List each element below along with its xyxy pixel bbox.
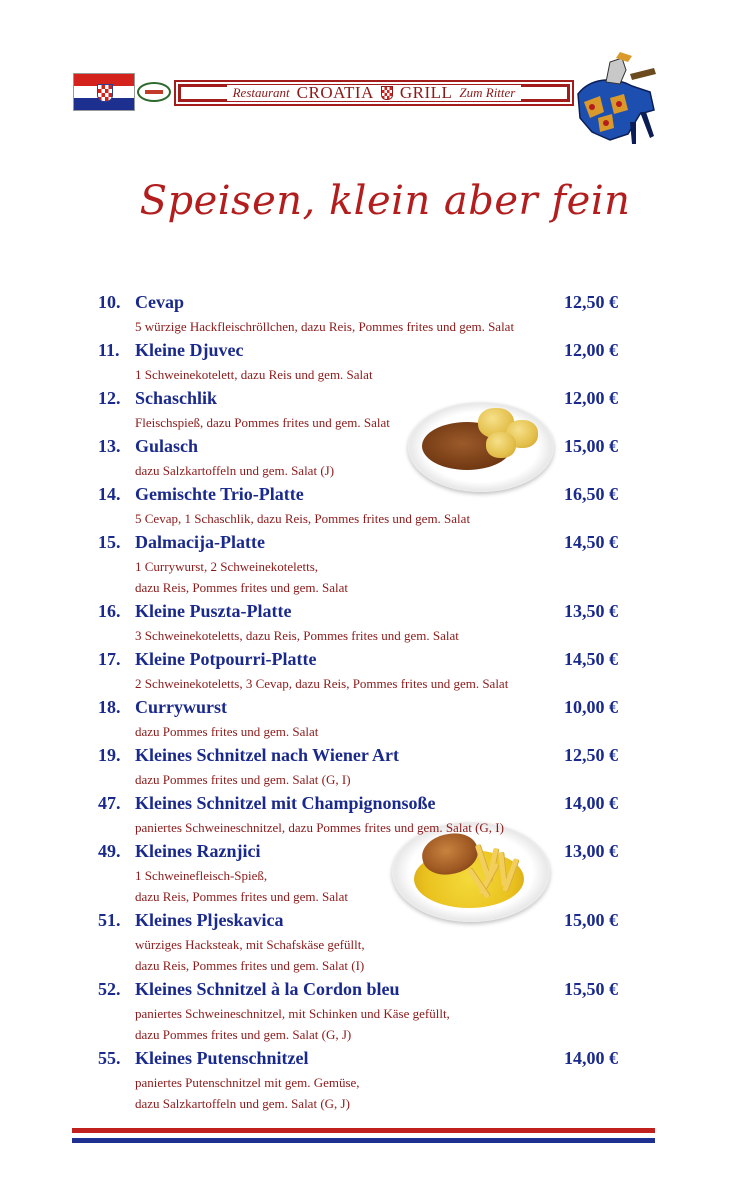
menu-item-name: Kleine Potpourri-Platte <box>135 649 317 669</box>
menu-item-description-line: Fleischspieß, dazu Pommes frites und gem. Salat <box>135 415 390 430</box>
menu-item-description <box>135 364 618 385</box>
menu-item-description-line: dazu Pommes frites und gem. Salat (G, I) <box>135 772 351 787</box>
menu-item-price: 12,50 € <box>564 292 618 312</box>
menu-item-header <box>98 742 618 769</box>
menu-item-price: 14,50 € <box>564 649 618 669</box>
menu-item-description-line: dazu Reis, Pommes frites und gem. Salat (I) <box>135 958 365 973</box>
menu-item-header <box>98 907 618 934</box>
menu-item-name: Kleine Djuvec <box>135 340 244 360</box>
page-title: Speisen, klein aber fein <box>139 178 631 224</box>
menu-item-header <box>98 838 618 865</box>
menu-item-name: Kleines Raznjici <box>135 841 261 861</box>
menu-item-price: 15,00 € <box>564 910 618 930</box>
brand-grill: GRILL <box>399 83 453 102</box>
menu-item-name: Kleines Putenschnitzel <box>135 1048 309 1068</box>
menu-item-description <box>135 412 618 433</box>
menu-item-header <box>98 385 618 412</box>
menu-item-description <box>135 1003 618 1045</box>
brand-croatia: CROATIA <box>296 83 374 102</box>
menu-item <box>98 598 618 646</box>
menu-item-description-line: paniertes Schweineschnitzel, dazu Pommes frites und gem. Salat (G, I) <box>135 820 504 835</box>
menu-item-number: 10. <box>98 292 121 312</box>
menu-item <box>98 838 618 907</box>
menu-item-description <box>135 817 618 838</box>
menu-list <box>98 289 618 1114</box>
menu-item-description-line: dazu Salzkartoffeln und gem. Salat (G, J) <box>135 1096 350 1111</box>
menu-item-header <box>98 976 618 1003</box>
menu-item-description <box>135 460 618 481</box>
menu-item-price: 12,50 € <box>564 745 618 765</box>
menu-item-description-line: paniertes Putenschnitzel mit gem. Gemüse, <box>135 1075 360 1090</box>
menu-item-description <box>135 316 618 337</box>
menu-item-name: Kleines Schnitzel nach Wiener Art <box>135 745 399 765</box>
menu-item-name: Kleine Puszta-Platte <box>135 601 292 621</box>
menu-item <box>98 742 618 790</box>
menu-item-number: 17. <box>98 649 121 669</box>
menu-item-number: 18. <box>98 697 121 717</box>
menu-item-header <box>98 646 618 673</box>
header-banner <box>74 74 574 110</box>
menu-item <box>98 433 618 481</box>
menu-item-description-line: 1 Currywurst, 2 Schweinekoteletts, <box>135 559 319 574</box>
croatian-crest-icon <box>381 86 393 100</box>
menu-item-name: Cevap <box>135 292 184 312</box>
menu-item <box>98 694 618 742</box>
menu-item-header <box>98 289 618 316</box>
menu-item-description-line: paniertes Schweineschnitzel, mit Schinken und Käse gefüllt, <box>135 1006 450 1021</box>
menu-item-number: 13. <box>98 436 121 456</box>
menu-item-description-line: dazu Reis, Pommes frites und gem. Salat <box>135 889 349 904</box>
menu-item-price: 16,50 € <box>564 484 618 504</box>
menu-item-description <box>135 673 618 694</box>
menu-item <box>98 289 618 337</box>
menu-item-number: 55. <box>98 1048 121 1068</box>
menu-item <box>98 646 618 694</box>
menu-item-number: 16. <box>98 601 121 621</box>
menu-item-price: 13,00 € <box>564 841 618 861</box>
tagline: Zum Ritter <box>459 85 516 100</box>
menu-item-number: 15. <box>98 532 121 552</box>
menu-item-header <box>98 1045 618 1072</box>
menu-item-description-line: 2 Schweinekoteletts, 3 Cevap, dazu Reis, Pommes frites und gem. Salat <box>135 676 509 691</box>
menu-item-header <box>98 337 618 364</box>
menu-item-description-line: dazu Salzkartoffeln und gem. Salat (J) <box>135 463 335 478</box>
menu-item-description-line: dazu Pommes frites und gem. Salat (G, J) <box>135 1027 352 1042</box>
menu-item-number: 49. <box>98 841 121 861</box>
menu-item-description-line: 5 Cevap, 1 Schaschlik, dazu Reis, Pommes frites und gem. Salat <box>135 511 471 526</box>
menu-item-name: Schaschlik <box>135 388 218 408</box>
menu-item-name: Kleines Pljeskavica <box>135 910 284 930</box>
brewery-logo-icon <box>137 82 171 102</box>
menu-item-header <box>98 433 618 460</box>
menu-item-description-line: dazu Pommes frites und gem. Salat <box>135 724 319 739</box>
menu-item-header <box>98 529 618 556</box>
menu-item <box>98 1045 618 1114</box>
menu-item-description <box>135 934 618 976</box>
menu-item-number: 14. <box>98 484 121 504</box>
menu-item-description-line: 3 Schweinekoteletts, dazu Reis, Pommes frites und gem. Salat <box>135 628 459 643</box>
knight-emblem-icon <box>570 52 658 146</box>
menu-item-description <box>135 625 618 646</box>
menu-item-price: 12,00 € <box>564 388 618 408</box>
menu-item-price: 12,00 € <box>564 340 618 360</box>
menu-item-description <box>135 508 618 529</box>
menu-item-description-line: 1 Schweinefleisch-Spieß, <box>135 868 268 883</box>
menu-item <box>98 790 618 838</box>
menu-item <box>98 529 618 598</box>
menu-item-name: Gulasch <box>135 436 199 456</box>
menu-item-header <box>98 481 618 508</box>
menu-item-number: 11. <box>98 340 120 360</box>
menu-item-description <box>135 1072 618 1114</box>
menu-item-name: Currywurst <box>135 697 227 717</box>
menu-item-number: 12. <box>98 388 121 408</box>
menu-item-price: 15,50 € <box>564 979 618 999</box>
menu-item-number: 47. <box>98 793 121 813</box>
menu-item-price: 10,00 € <box>564 697 618 717</box>
restaurant-name-banner <box>174 80 574 106</box>
menu-item-description <box>135 769 618 790</box>
menu-item <box>98 385 618 433</box>
menu-item <box>98 481 618 529</box>
menu-item-price: 13,50 € <box>564 601 618 621</box>
menu-item-price: 14,00 € <box>564 793 618 813</box>
menu-item-description <box>135 721 618 742</box>
menu-item-name: Gemischte Trio-Platte <box>135 484 304 504</box>
menu-item-description <box>135 865 618 907</box>
menu-item-number: 51. <box>98 910 121 930</box>
menu-item <box>98 907 618 976</box>
menu-item-price: 14,00 € <box>564 1048 618 1068</box>
footer-stripes <box>72 1128 655 1143</box>
menu-item-description-line: würziges Hacksteak, mit Schafskäse gefüllt, <box>135 937 365 952</box>
croatian-flag-icon <box>74 74 134 110</box>
menu-item-description <box>135 556 618 598</box>
menu-item-description-line: 1 Schweinekotelett, dazu Reis und gem. Salat <box>135 367 373 382</box>
menu-item-number: 52. <box>98 979 121 999</box>
menu-item-header <box>98 598 618 625</box>
menu-item-number: 19. <box>98 745 121 765</box>
menu-item <box>98 337 618 385</box>
menu-item-name: Kleines Schnitzel mit Champignonsoße <box>135 793 436 813</box>
menu-item-name: Kleines Schnitzel à la Cordon bleu <box>135 979 400 999</box>
menu-item-header <box>98 694 618 721</box>
menu-item-description-line: 5 würzige Hackfleischröllchen, dazu Reis, Pommes frites und gem. Salat <box>135 319 515 334</box>
menu-item-price: 14,50 € <box>564 532 618 552</box>
menu-item-price: 15,00 € <box>564 436 618 456</box>
restaurant-word: Restaurant <box>232 85 290 100</box>
menu-item <box>98 976 618 1045</box>
menu-item-header <box>98 790 618 817</box>
menu-item-name: Dalmacija-Platte <box>135 532 265 552</box>
menu-item-description-line: dazu Reis, Pommes frites und gem. Salat <box>135 580 349 595</box>
